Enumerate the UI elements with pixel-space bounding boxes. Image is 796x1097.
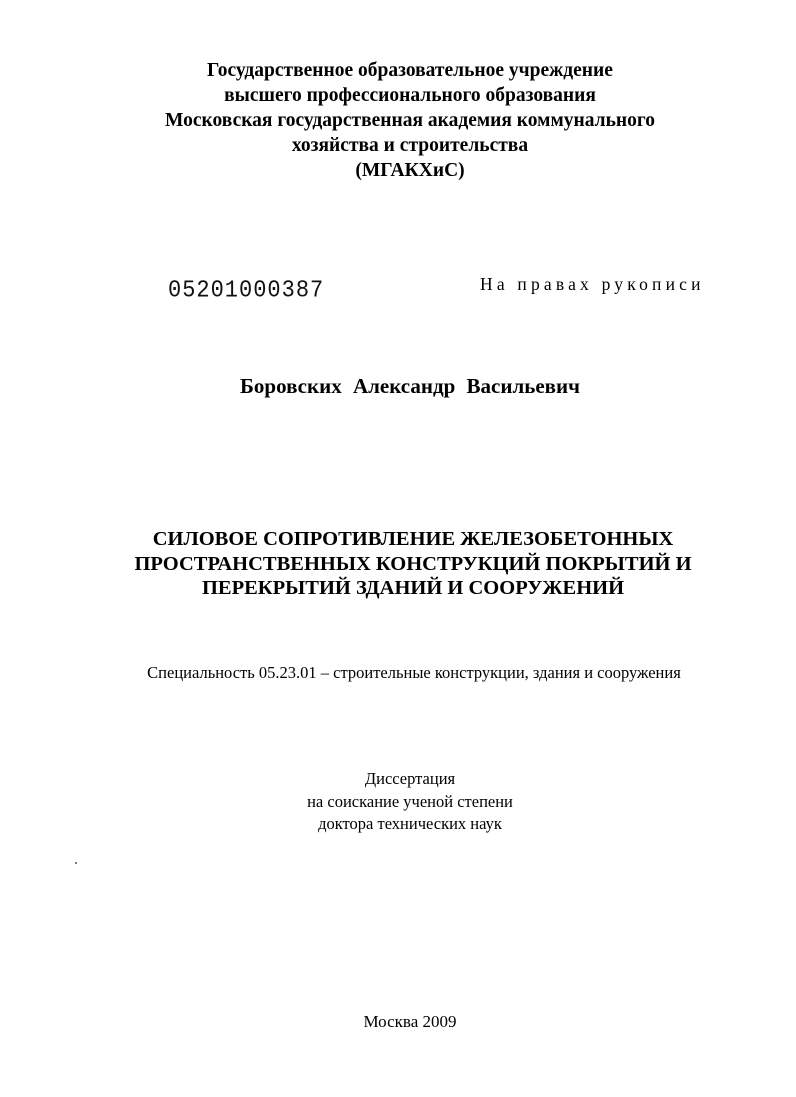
scan-speck (75, 862, 77, 864)
title-line: СИЛОВОЕ СОПРОТИВЛЕНИЕ ЖЕЛЕЗОБЕТОННЫХ (152, 528, 674, 550)
dissertation-title (15, 527, 796, 601)
archive-stamp-number: 05201000387 (168, 276, 325, 305)
specialty-line: Специальность 05.23.01 – строительные конструкции, здания и сооружения (147, 663, 681, 682)
institution-line: Государственное образовательное учреждение (207, 60, 613, 81)
institution-header (12, 58, 796, 183)
degree-statement (12, 768, 796, 836)
institution-line: хозяйства и строительства (291, 135, 529, 156)
institution-abbreviation: (МГАКХиС) (355, 160, 465, 181)
degree-line: Диссертация (364, 769, 456, 788)
degree-line: на соискание ученой степени (307, 791, 513, 811)
title-line: ПРОСТРАНСТВЕННЫХ КОНСТРУКЦИЙ ПОКРЫТИЙ И (134, 552, 692, 575)
city-and-year: Москва 2009 (363, 1012, 457, 1031)
manuscript-rights-note: На правах рукописи (480, 274, 705, 294)
degree-line: доктора технических наук (318, 814, 502, 833)
institution-line: Московская государственная академия коммунального (165, 110, 655, 131)
author-name: Боровских Александр Васильевич (240, 374, 580, 398)
institution-line: высшего профессионального образования (224, 85, 596, 106)
title-line: ПЕРЕКРЫТИЙ ЗДАНИЙ И СООРУЖЕНИЙ (201, 577, 625, 599)
